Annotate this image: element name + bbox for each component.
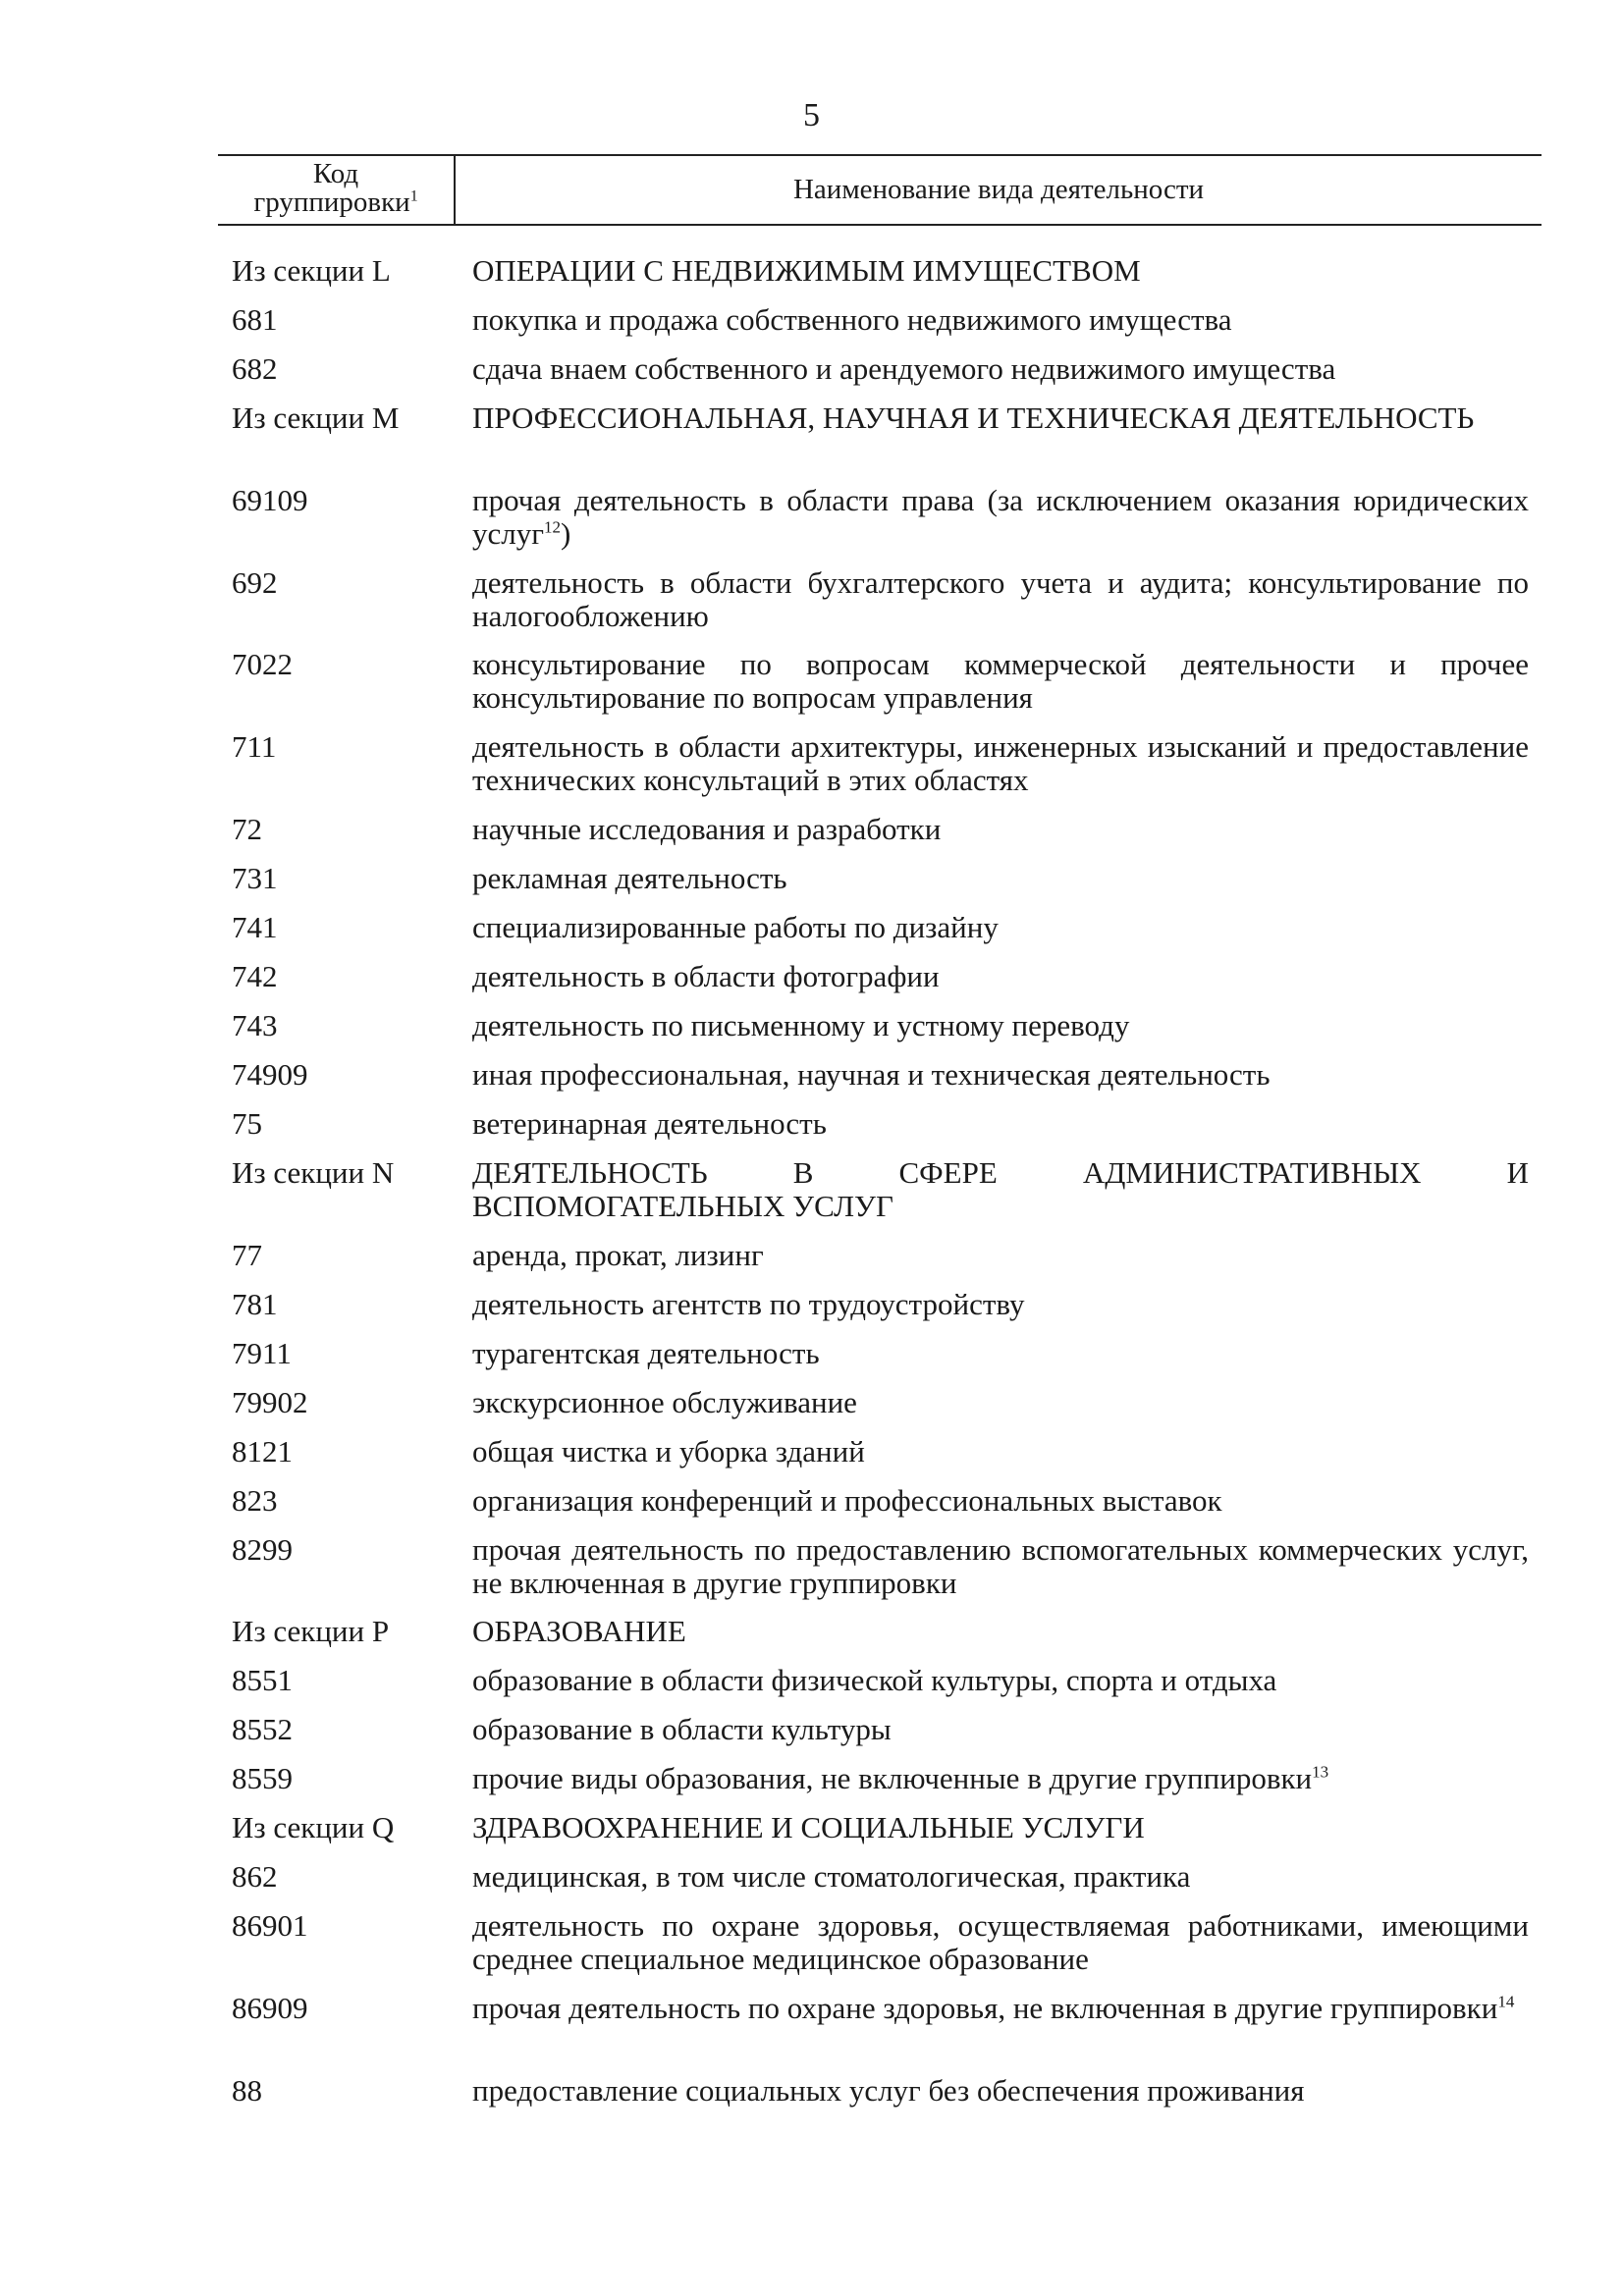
row-name (472, 1762, 1529, 1795)
row-code: 79902 (232, 1385, 308, 1419)
row-code: 72 (232, 812, 262, 846)
row-code: 77 (232, 1238, 262, 1272)
row-name: прочая деятельность по предоставлению вспомогательных коммерческих услуг, не включенная в другие группировки (472, 1532, 1529, 1600)
row-name: экскурсионное обслуживание (472, 1385, 857, 1419)
footnote-marker: 14 (1497, 1992, 1515, 2011)
row-name: рекламная деятельность (472, 861, 787, 895)
row-name: ОБРАЗОВАНИЕ (472, 1614, 686, 1648)
row-name-text: прочая деятельность в области права (за исключением оказания юридических услуг (472, 483, 1529, 551)
row-name: покупка и продажа собственного недвижимого имущества (472, 302, 1232, 337)
row-name: деятельность по письменному и устному переводу (472, 1008, 1130, 1042)
name-column-header: Наименование вида деятельности (792, 174, 1205, 205)
row-code: 8552 (232, 1712, 293, 1746)
row-name: деятельность в области фотографии (472, 959, 940, 993)
row-name: консультирование по вопросам коммерческой деятельности и прочее консультирование по вопросам управления (472, 647, 1529, 715)
row-name: ОПЕРАЦИИ С НЕДВИЖИМЫМ ИМУЩЕСТВОМ (472, 253, 1141, 288)
row-code: 823 (232, 1483, 278, 1518)
row-code: 862 (232, 1859, 278, 1894)
row-name: деятельность в области бухгалтерского учета и аудита; консультирование по налогообложению (472, 565, 1529, 633)
row-code: 74909 (232, 1057, 308, 1092)
row-code: 692 (232, 565, 278, 600)
footnote-marker: 13 (1312, 1762, 1329, 1782)
code-header-line2: группировки (253, 187, 410, 218)
row-code: 681 (232, 302, 278, 337)
row-code: 742 (232, 959, 278, 993)
row-name-text: прочие виды образования, не включенные в другие группировки (472, 1761, 1313, 1795)
row-code: 711 (232, 729, 277, 764)
page-number: 5 (803, 97, 820, 133)
footnote-marker: 12 (543, 517, 561, 537)
code-header-line1: Код (312, 158, 359, 189)
row-code: Из секции Q (232, 1810, 395, 1844)
row-code: 8551 (232, 1663, 293, 1697)
row-code: Из секции L (232, 253, 391, 288)
row-code: 86901 (232, 1908, 308, 1943)
row-name: ПРОФЕССИОНАЛЬНАЯ, НАУЧНАЯ И ТЕХНИЧЕСКАЯ ДЕЯТЕЛЬНОСТЬ (472, 400, 1475, 435)
row-code: 8299 (232, 1532, 293, 1567)
row-code: Из секции P (232, 1614, 390, 1648)
row-name: ЗДРАВООХРАНЕНИЕ И СОЦИАЛЬНЫЕ УСЛУГИ (472, 1810, 1145, 1844)
row-name: медицинская, в том числе стоматологическая, практика (472, 1859, 1191, 1894)
row-name: сдача внаем собственного и арендуемого недвижимого имущества (472, 351, 1336, 386)
row-code: 88 (232, 2073, 262, 2108)
row-code: 86909 (232, 1991, 308, 2025)
row-code: 69109 (232, 483, 308, 517)
row-name: деятельность агентств по трудоустройству (472, 1287, 1025, 1321)
row-name: образование в области физической культуры, спорта и отдыха (472, 1663, 1277, 1697)
row-code: 781 (232, 1287, 278, 1321)
row-name: аренда, прокат, лизинг (472, 1238, 764, 1272)
row-name: общая чистка и уборка зданий (472, 1434, 865, 1468)
row-name: деятельность по охране здоровья, осуществляемая работниками, имеющими среднее специальное медицинское образование (472, 1908, 1529, 1976)
row-code: 741 (232, 910, 278, 944)
row-code: 75 (232, 1106, 262, 1141)
row-name: организация конференций и профессиональных выставок (472, 1483, 1222, 1518)
row-name: предоставление социальных услуг без обеспечения проживания (472, 2073, 1305, 2108)
row-name: научные исследования и разработки (472, 812, 942, 846)
row-name-text: прочая деятельность по охране здоровья, не включенная в другие группировки (472, 1991, 1498, 2025)
row-code: 7911 (232, 1336, 292, 1370)
row-code: 682 (232, 351, 278, 386)
row-name (472, 484, 1529, 551)
row-code: 8559 (232, 1761, 293, 1795)
row-code: 731 (232, 861, 278, 895)
row-code: Из секции N (232, 1155, 395, 1190)
row-name: специализированные работы по дизайну (472, 910, 999, 944)
row-code: 743 (232, 1008, 278, 1042)
row-name (472, 1992, 1529, 2025)
row-name: деятельность в области архитектуры, инженерных изысканий и предоставление технических консультаций в этих областях (472, 729, 1529, 797)
row-code: Из секции M (232, 400, 400, 435)
row-name: ветеринарная деятельность (472, 1106, 827, 1141)
row-name-suffix: ) (560, 516, 571, 551)
code-header-footnote: 1 (409, 187, 418, 205)
row-name: турагентская деятельность (472, 1336, 820, 1370)
row-code: 7022 (232, 647, 293, 681)
row-name: иная профессиональная, научная и техническая деятельность (472, 1057, 1271, 1092)
row-code: 8121 (232, 1434, 293, 1468)
row-name: образование в области культуры (472, 1712, 892, 1746)
row-name: ДЕЯТЕЛЬНОСТЬ В СФЕРЕ АДМИНИСТРАТИВНЫХ И ВСПОМОГАТЕЛЬНЫХ УСЛУГ (472, 1155, 1529, 1223)
